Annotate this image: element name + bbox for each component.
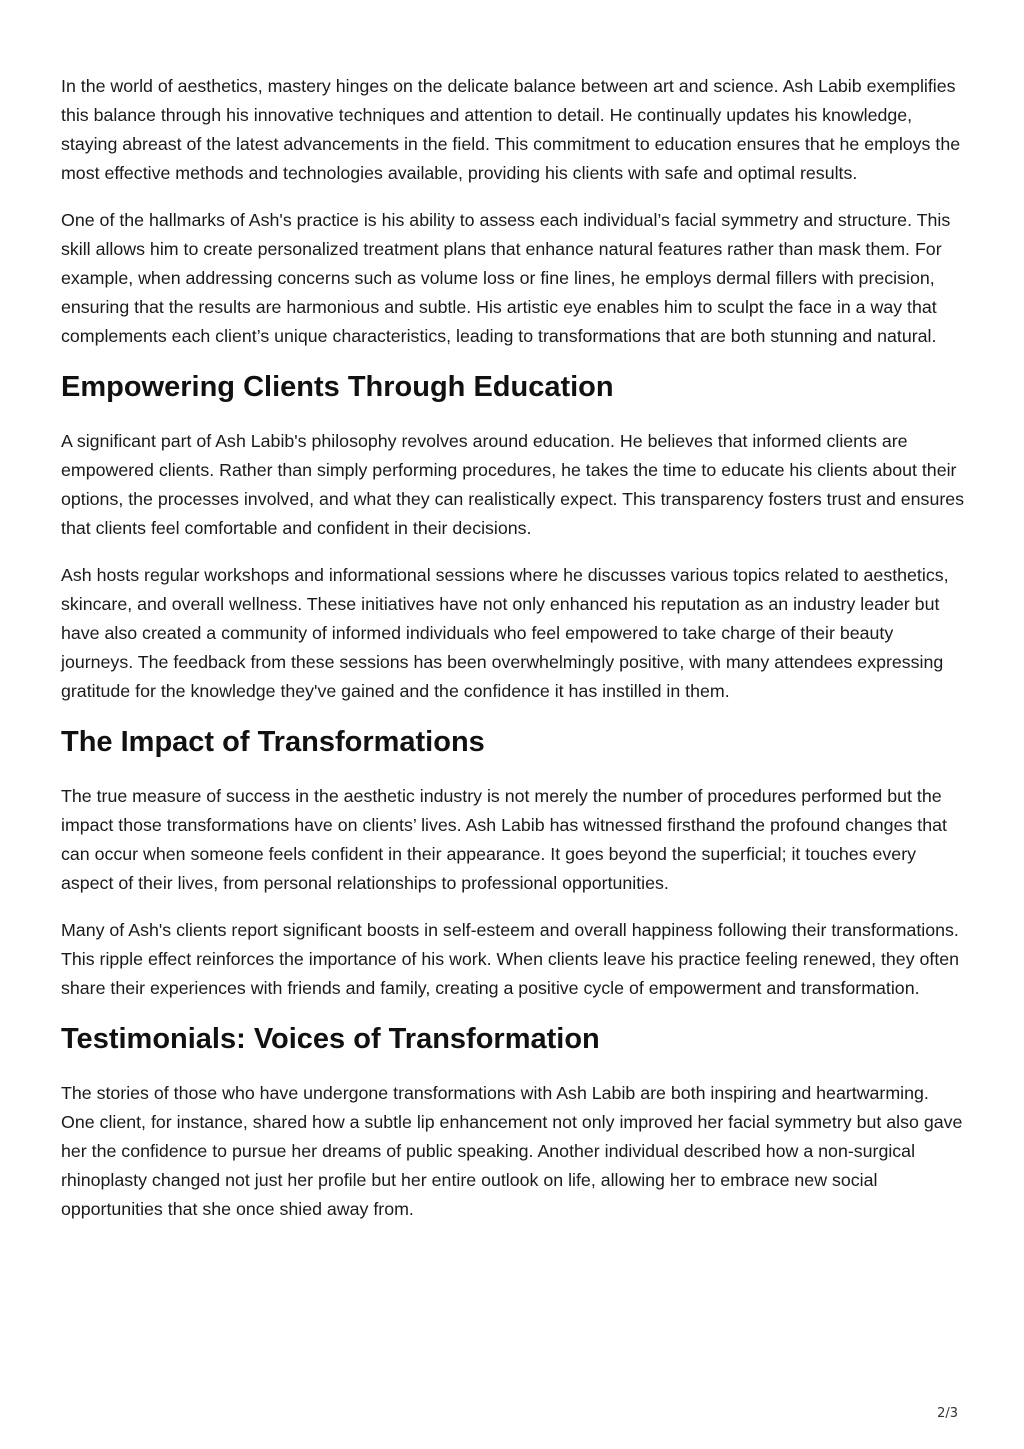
section-heading-education: Empowering Clients Through Education bbox=[61, 371, 614, 403]
intro-paragraph-2: One of the hallmarks of Ash's practice is his ability to assess each individual’s facial symmetry and structure. This skill allows him to create personalized treatment plans that enhance natural features rather than mask them. For example, when addressing concerns such as volume loss or fine lines, he employs dermal fillers with precision, ensuring that the results are harmonious and subtle. His artistic eye enables him to sculpt the face in a way that complements each client’s unique characteristics, leading to transformations that are both stunning and natural. bbox=[61, 210, 951, 346]
document-page bbox=[61, 72, 967, 1242]
page-number: 2/3 bbox=[937, 1406, 958, 1421]
testimonials-paragraph-1: The stories of those who have undergone transformations with Ash Labib are both inspiring and heartwarming. One client, for instance, shared how a subtle lip enhancement not only improved her facial symmetry but also gave her the confidence to pursue her dreams of public speaking. Another individual described how a non-surgical rhinoplasty changed not just her profile but her entire outlook on life, allowing her to embrace new social opportunities that she once shied away from. bbox=[61, 1083, 963, 1219]
intro-paragraph-1: In the world of aesthetics, mastery hinges on the delicate balance between art and science. Ash Labib exemplifies this balance through his innovative techniques and attention to detail. He continually updates his knowledge, staying abreast of the latest advancements in the field. This commitment to education ensures that he employs the most effective methods and technologies available, providing his clients with safe and optimal results. bbox=[61, 76, 961, 183]
impact-paragraph-1: The true measure of success in the aesthetic industry is not merely the number of procedures performed but the impact those transformations have on clients’ lives. Ash Labib has witnessed firsthand the profound changes that can occur when someone feels confident in their appearance. It goes beyond the superficial; it touches every aspect of their lives, from personal relationships to professional opportunities. bbox=[61, 786, 947, 893]
education-paragraph-1: A significant part of Ash Labib's philosophy revolves around education. He believes that informed clients are empowered clients. Rather than simply performing procedures, he takes the time to educate his clients about their options, the processes involved, and what they can realistically expect. This transparency fosters trust and ensures that clients feel comfortable and confident in their decisions. bbox=[61, 431, 965, 538]
impact-paragraph-2: Many of Ash's clients report significant boosts in self-esteem and overall happiness following their transformations. This ripple effect reinforces the importance of his work. When clients leave his practice feeling renewed, they often share their experiences with friends and family, creating a positive cycle of empowerment and transformation. bbox=[61, 920, 960, 998]
education-paragraph-2: Ash hosts regular workshops and informational sessions where he discusses various topics related to aesthetics, skincare, and overall wellness. These initiatives have not only enhanced his reputation as an industry leader but have also created a community of informed individuals who feel empowered to take charge of their beauty journeys. The feedback from these sessions has been overwhelmingly positive, with many attendees expressing gratitude for the knowledge they've gained and the confidence it has instilled in them. bbox=[61, 565, 949, 701]
section-heading-testimonials: Testimonials: Voices of Transformation bbox=[61, 1023, 600, 1055]
section-heading-impact: The Impact of Transformations bbox=[61, 726, 485, 758]
